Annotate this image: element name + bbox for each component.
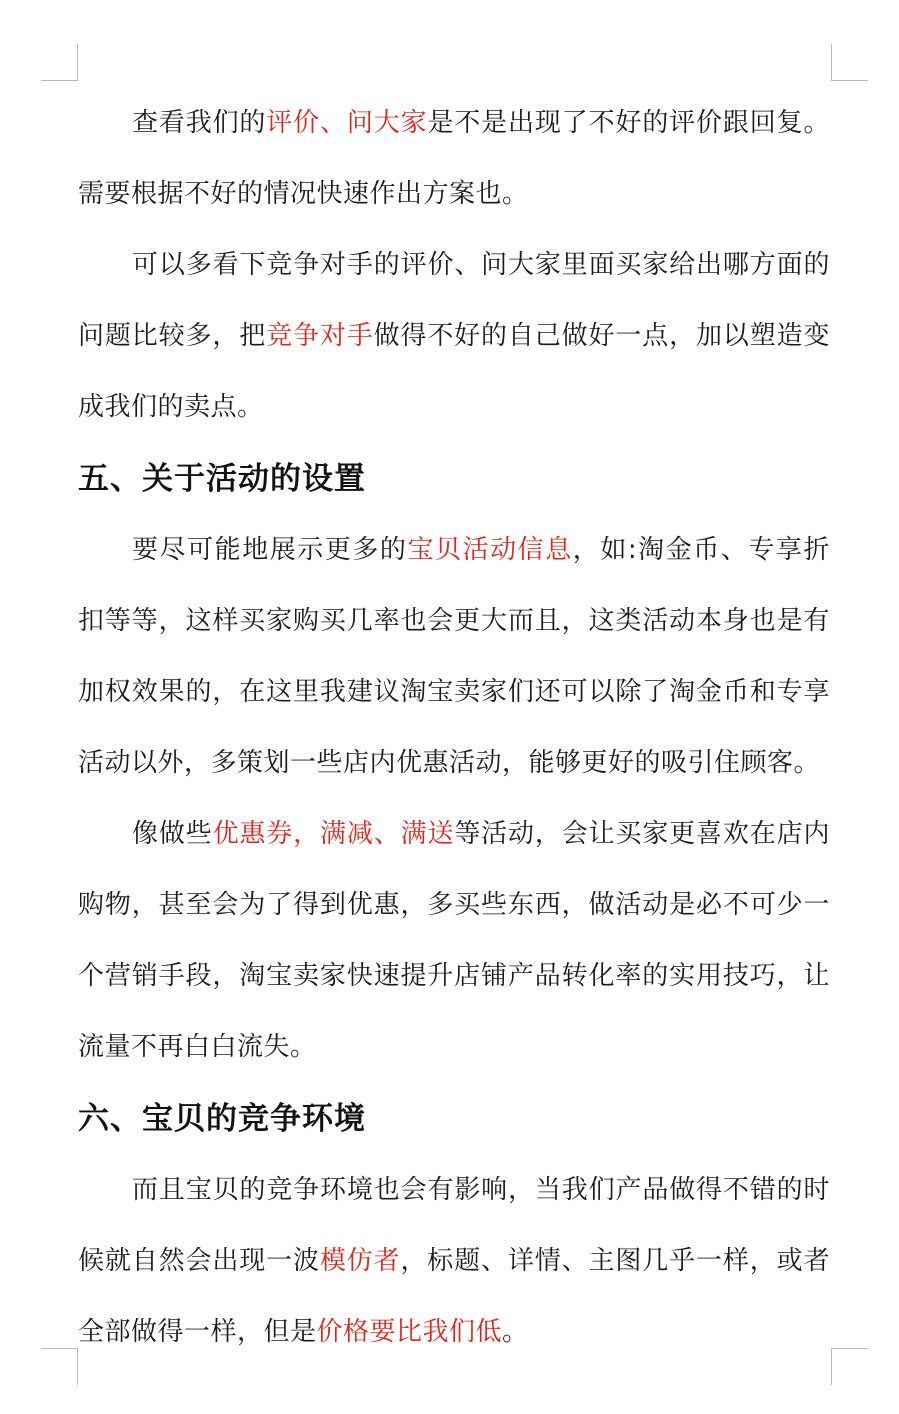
paragraph-activity-info [78, 515, 830, 799]
highlight-text: 宝贝活动信息 [407, 535, 573, 565]
paragraph-competition [78, 1155, 830, 1368]
section-heading-five: 五、关于活动的设置 [78, 461, 366, 497]
paragraph-competitors [78, 230, 830, 443]
text-run: 做得不好的自己做好一点，加以塑造变成我们的卖点。 [78, 321, 830, 422]
text-run: ，如:淘金币、专享折扣等等，这样买家购买几率也会更大而且，这类活动本身也是有加权效果的，在这里我建议淘宝卖家们还可以除了淘金币和专享活动以外，多策划一些店内优惠活动，能够更好的吸引住顾客。 [78, 535, 830, 778]
highlight-text: 模仿者 [319, 1246, 401, 1276]
corner-mark-bottom-right [831, 1348, 868, 1385]
text-run: 是不是出现了不好的评价跟回复。需要根据不好的情况快速作出方案也。 [78, 108, 830, 209]
text-run: 查看我们的 [132, 108, 267, 138]
paragraph-reviews [78, 88, 830, 230]
text-run: ，标题、详情、主图几乎一样，或者全部做得一样，但是 [78, 1246, 830, 1347]
text-run: 等活动，会让买家更喜欢在店内购物，甚至会为了得到优惠，多买些东西，做活动是必不可少一个营销手段，淘宝卖家快速提升店铺产品转化率的实用技巧，让流量不再白白流失。 [78, 819, 830, 1062]
text-run: 而且宝贝的竞争环境也会有影响，当我们产品做得不错的时候就自然会出现一波 [78, 1175, 830, 1276]
corner-mark-bottom-left [41, 1348, 78, 1385]
text-run: 。 [502, 1317, 529, 1347]
highlight-text: 优惠券，满减、满送 [212, 819, 455, 849]
highlight-text: 评价、问大家 [266, 108, 428, 138]
section-heading-six: 六、宝贝的竞争环境 [78, 1101, 366, 1137]
paragraph-coupons [78, 799, 830, 1083]
corner-mark-top-left [41, 44, 78, 81]
highlight-text: 价格要比我们低 [316, 1317, 503, 1347]
text-run: 要尽可能地展示更多的 [132, 535, 408, 565]
highlight-text: 竞争对手 [266, 321, 374, 351]
corner-mark-top-right [831, 44, 868, 81]
text-run: 像做些 [132, 819, 213, 849]
text-run: 可以多看下竞争对手的评价、问大家里面买家给出哪方面的问题比较多，把 [78, 250, 830, 351]
document-body [78, 88, 830, 1368]
